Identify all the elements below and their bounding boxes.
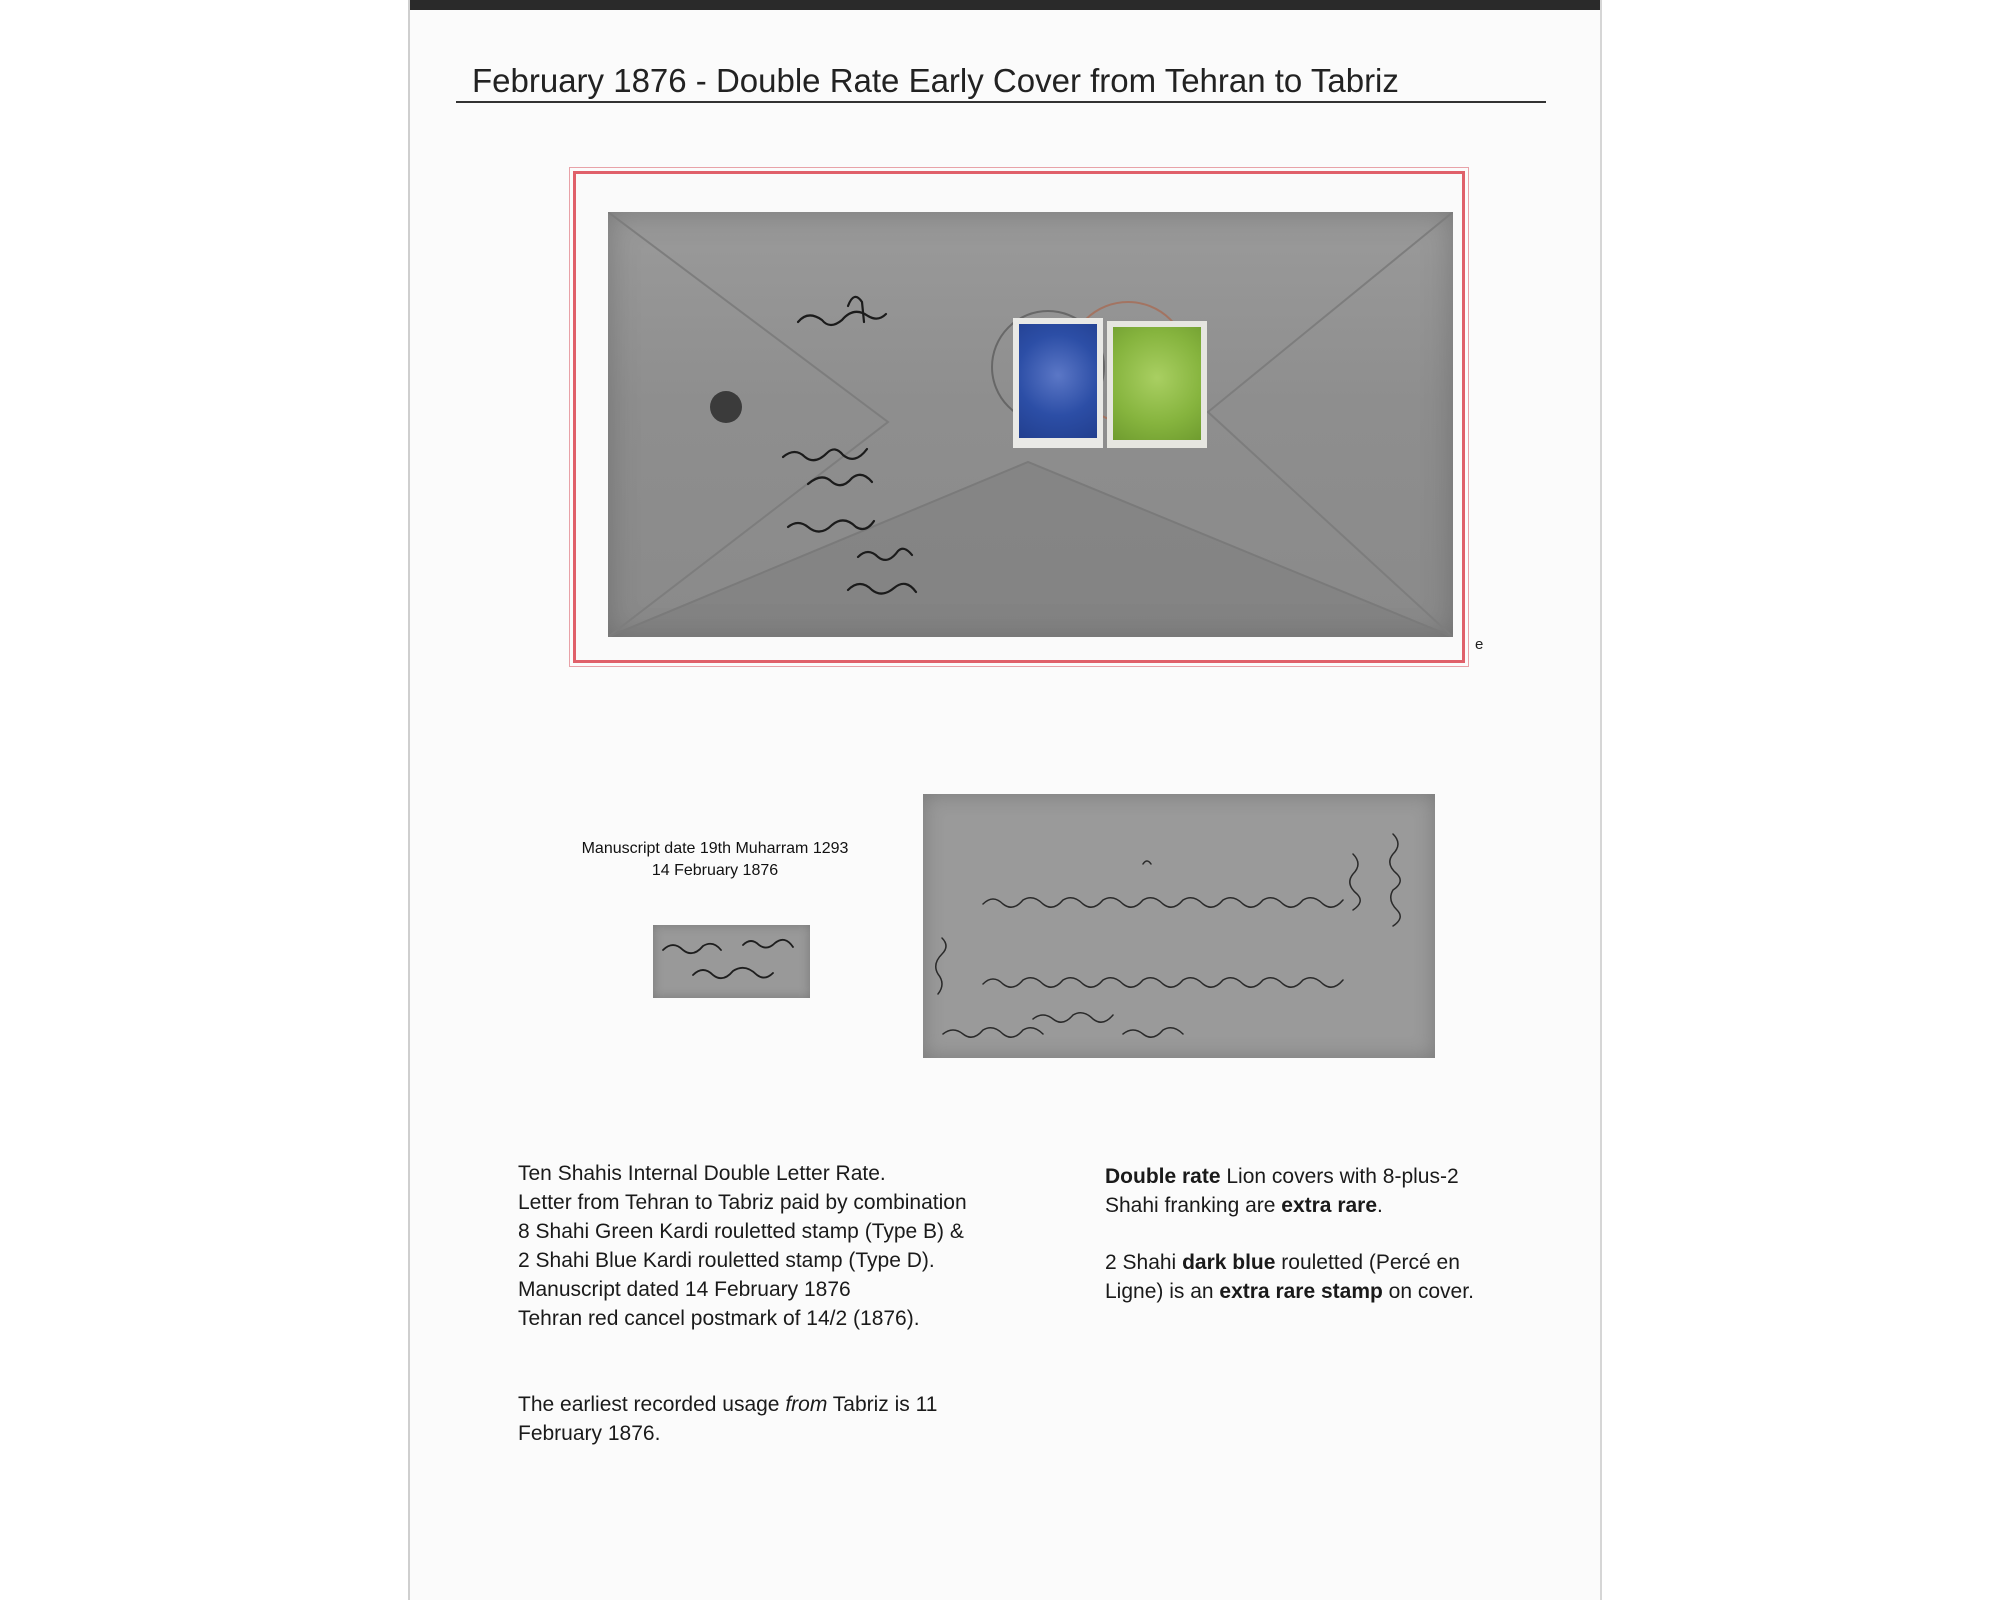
letter-contents-image (923, 794, 1435, 1058)
earliest-usage-pre: The earliest recorded usage (518, 1393, 786, 1416)
description-left-line: Ten Shahis Internal Double Letter Rate. (518, 1162, 886, 1185)
description-left-line: Tehran red cancel postmark of 14/2 (1876). (518, 1307, 920, 1330)
description-left-line: Letter from Tehran to Tabriz paid by combination (518, 1191, 967, 1214)
stamp-note-bold-1: dark blue (1182, 1251, 1276, 1274)
page-right-edge (1600, 0, 1602, 1600)
rarity-end: . (1377, 1194, 1383, 1217)
description-left (518, 1159, 967, 1333)
earliest-usage-note (518, 1390, 937, 1448)
description-left-line: Manuscript dated 14 February 1876 (518, 1278, 851, 1301)
stamp-note-bold-2: extra rare stamp (1219, 1280, 1383, 1303)
rarity-note-1 (1105, 1162, 1459, 1220)
description-left-line: 8 Shahi Green Kardi rouletted stamp (Type B) & (518, 1220, 964, 1243)
rarity-bold-2: extra rare (1281, 1194, 1378, 1217)
rarity-text-1: Lion covers with 8-plus-2 (1220, 1165, 1459, 1188)
rarity-note-2 (1105, 1248, 1474, 1306)
manuscript-date-snippet (653, 925, 810, 998)
description-left-line: 2 Shahi Blue Kardi rouletted stamp (Type D). (518, 1249, 935, 1272)
stamp-8-shahi-green (1107, 321, 1207, 448)
stamp-note-text-2: rouletted (Percé en (1275, 1251, 1460, 1274)
earliest-usage-em: from (785, 1393, 828, 1416)
cover-mark: e (1475, 636, 1484, 653)
manuscript-caption-line2: 14 February 1876 (651, 862, 779, 879)
rarity-bold-1: Double rate (1105, 1165, 1221, 1188)
stamp-2-shahi-blue (1013, 318, 1103, 448)
earliest-usage-line2: February 1876. (518, 1422, 661, 1445)
title-underline (456, 101, 1546, 103)
stamp-note-text-3: Ligne) is an (1105, 1280, 1220, 1303)
page-title: February 1876 - Double Rate Early Cover from Tehran to Tabriz (472, 62, 1399, 99)
stamp-note-text-4: on cover. (1382, 1280, 1474, 1303)
manuscript-caption-line1: Manuscript date 19th Muharram 1293 (581, 840, 849, 857)
rarity-text-2: Shahi franking are (1105, 1194, 1282, 1217)
earliest-usage-post: Tabriz is 11 (827, 1393, 938, 1416)
stamp-note-text-1: 2 Shahi (1105, 1251, 1183, 1274)
